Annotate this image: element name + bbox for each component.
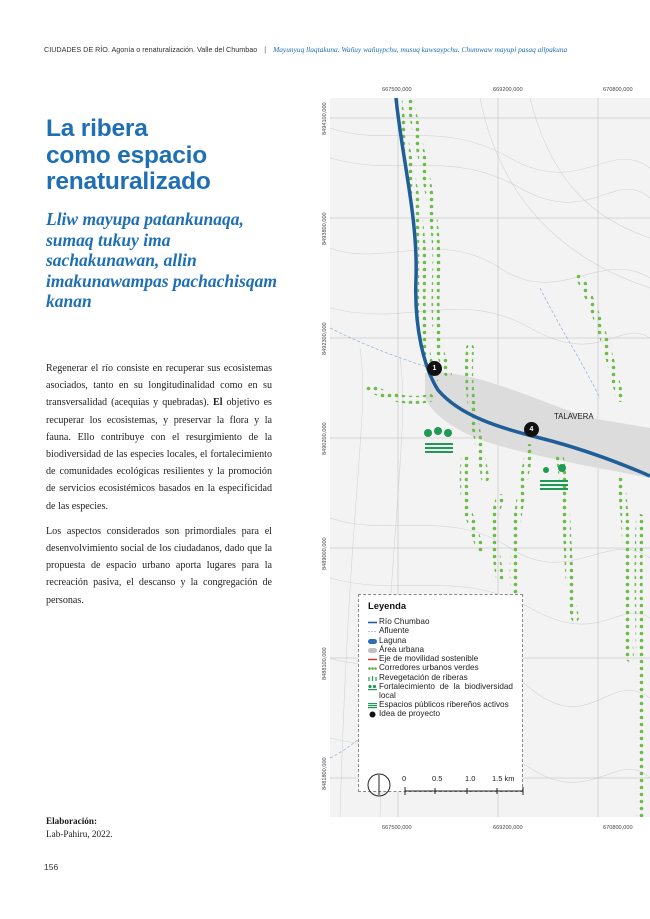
legend-label: Idea de proyecto bbox=[379, 709, 440, 719]
legend-label: Corredores urbanos verdes bbox=[379, 663, 479, 673]
legend-item bbox=[368, 710, 513, 719]
x-coord-top: 670800,000 bbox=[603, 87, 633, 93]
y-coord: 8489000,000 bbox=[322, 537, 328, 570]
p1-rest: objetivo es recuperar los ecosistemas, y preservar la flora y la fauna. Ello contribuye con el resurgimiento de la biodiversidad de las especies locales, el fortalecimiento de comunidades ecológicas resilientes y la promoción de servicios ecosistémicos basados en la especificidad de las especies. bbox=[46, 397, 272, 512]
x-coord-top: 667500,000 bbox=[382, 87, 412, 93]
title-line: renaturalizado bbox=[46, 168, 211, 195]
project-idea-icon bbox=[368, 711, 377, 718]
header-separator: | bbox=[264, 45, 267, 54]
credit bbox=[46, 815, 113, 841]
river-line-icon bbox=[368, 619, 377, 626]
legend-label: Fortalecimiento de la biodiversidad local bbox=[379, 682, 513, 700]
public-space-icon bbox=[368, 702, 377, 709]
y-coord: 8494100,000 bbox=[322, 102, 328, 135]
legend-label: Área urbana bbox=[379, 644, 425, 654]
x-coord-bottom: 667500,000 bbox=[382, 825, 412, 831]
green-corridor-icon bbox=[368, 665, 377, 672]
scale-tick: 1.0 bbox=[465, 774, 476, 783]
legend-label: Eje de movilidad sostenible bbox=[379, 654, 479, 664]
y-coord: 8488100,000 bbox=[322, 647, 328, 680]
legend-label: Espacios públicos ribereños activos bbox=[379, 700, 509, 710]
legend-label: Revegetación de riberas bbox=[379, 672, 468, 682]
tributary-line-icon bbox=[368, 628, 377, 635]
biodiversity-icon bbox=[368, 684, 377, 691]
page-number: 156 bbox=[44, 862, 59, 872]
paragraph-2: Los aspectos considerados son primordiales para el desenvolvimiento social de los ciudadanos, dado que la propuesta de espacio urbano aporta lugares para la recreación pasiva, el descanso y la congregación de personas. bbox=[46, 525, 272, 606]
y-coord: 8481800,000 bbox=[322, 757, 328, 790]
paragraph-1 bbox=[46, 360, 272, 515]
riverbank-revegetation-icon bbox=[368, 675, 377, 682]
credit-label: Elaboración: bbox=[46, 816, 98, 826]
x-coord-top: 669200,000 bbox=[493, 87, 523, 93]
legend-item bbox=[368, 683, 513, 701]
title-line: La ribera bbox=[46, 115, 148, 142]
project-point: 1 bbox=[427, 361, 442, 376]
credit-value: Lab-Pahiru, 2022. bbox=[46, 829, 113, 839]
place-label: TALAVERA bbox=[554, 412, 594, 421]
scale-bar bbox=[366, 772, 526, 802]
header-quechua: Mayunyuq llaqtakuna. Wañuy wañuypchu, musuq kawsaypchu. Chumwaw mayupi pasaq allpakuna bbox=[273, 45, 568, 54]
mobility-axis-icon bbox=[368, 656, 377, 663]
header-series: CIUDADES DE RÍO. Agonía o renaturalización. Valle del Chumbao bbox=[44, 45, 258, 54]
p1-bold: El bbox=[212, 397, 223, 409]
running-header bbox=[44, 45, 644, 54]
x-coord-bottom: 669200,000 bbox=[493, 825, 523, 831]
lagoon-icon bbox=[368, 638, 377, 645]
y-coord: 8492300,000 bbox=[322, 322, 328, 355]
body-text bbox=[46, 360, 272, 617]
p1-normal: Regenerar el río consiste en recuperar sus ecosistemas asociados, tanto en su longitudinalidad como en su transversalidad (acequias y quebradas). bbox=[46, 363, 272, 409]
y-coord: 8490200,000 bbox=[322, 422, 328, 455]
y-coord: 8493800,000 bbox=[322, 212, 328, 245]
scale-line bbox=[404, 786, 524, 796]
project-point: 4 bbox=[524, 422, 539, 437]
quechua-subtitle: Lliw mayupa patankunaqa, sumaq tukuy ima sachakunawan, allin imakunawampas pachachisqam kanan bbox=[46, 209, 277, 311]
scale-tick: 0.5 bbox=[432, 774, 443, 783]
urban-area-icon bbox=[368, 647, 377, 654]
scale-tick: 0 bbox=[402, 774, 407, 783]
scale-tick: 1.5 km bbox=[492, 774, 515, 783]
north-arrow-icon bbox=[366, 772, 392, 798]
title-line: como espacio bbox=[46, 141, 207, 169]
page-title bbox=[46, 116, 211, 196]
x-coord-bottom: 670800,000 bbox=[603, 825, 633, 831]
legend-label: Laguna bbox=[379, 635, 407, 645]
map-legend bbox=[358, 594, 523, 792]
legend-title: Leyenda bbox=[368, 600, 407, 611]
legend-label: Río Chumbao bbox=[379, 617, 430, 626]
legend-label: Afluente bbox=[379, 626, 410, 636]
